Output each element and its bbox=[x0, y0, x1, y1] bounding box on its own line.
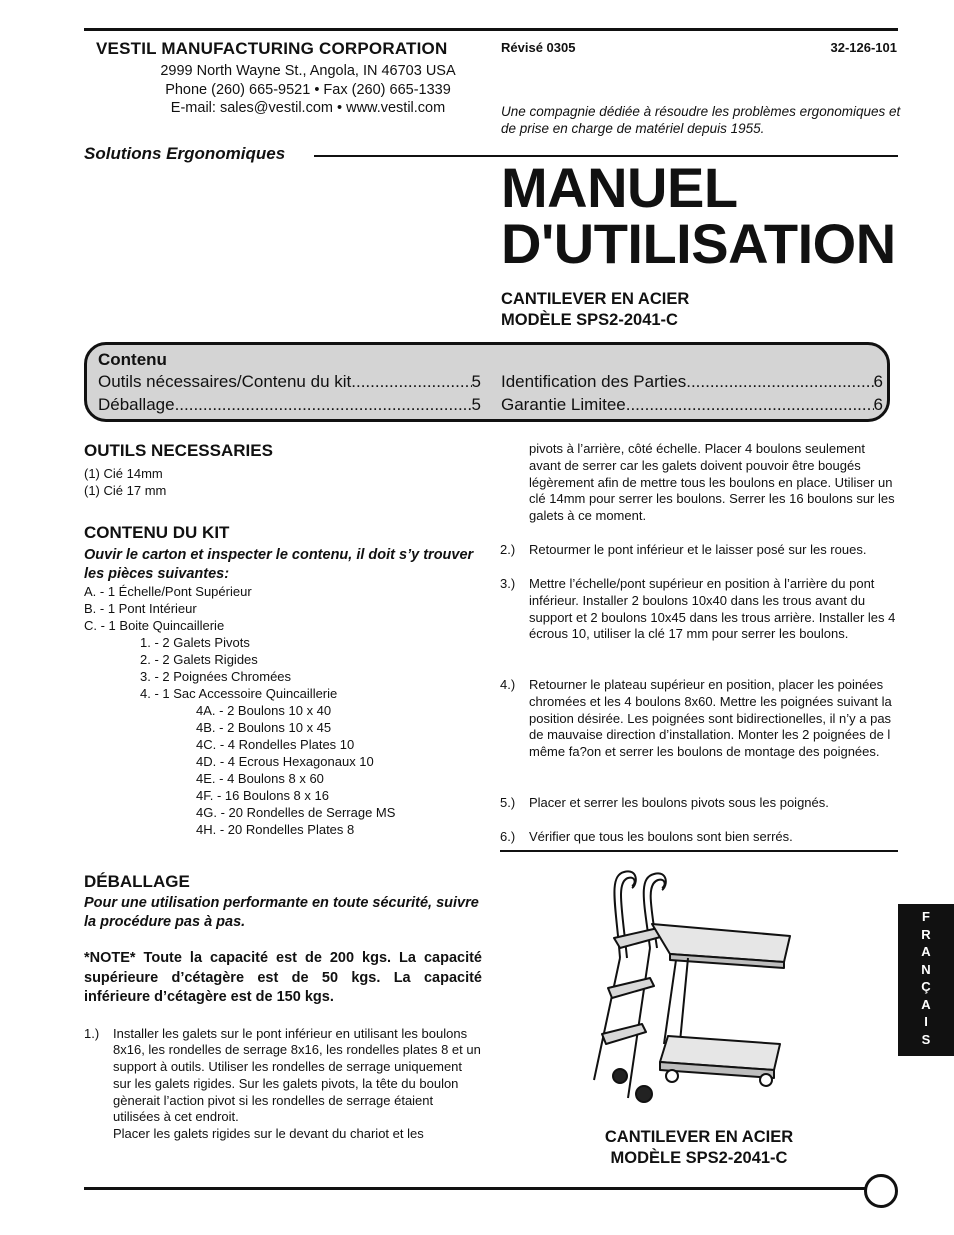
list-item: 3. - 2 Poignées Chromées bbox=[140, 669, 292, 684]
step-number: 6.) bbox=[500, 829, 516, 844]
tools-section bbox=[84, 441, 482, 499]
step-item bbox=[500, 795, 898, 812]
email-line: E-mail: sales@vestil.com • www.vestil.com bbox=[170, 100, 446, 116]
language-tab-letter: R bbox=[921, 926, 931, 942]
step-number: 5.) bbox=[500, 795, 516, 810]
address-line: 2999 North Wayne St., Angola, IN 46703 USA bbox=[160, 63, 456, 79]
toc-item-page: 5 bbox=[471, 395, 481, 414]
capacity-note: *NOTE* Toute la capacité est de 200 kgs. La capacité supérieure d’cétagère est de 50 kgs. La capacité inférieure d’cétagère est de 150 kgs. bbox=[84, 950, 482, 1005]
list-item: 2. - 2 Galets Rigides bbox=[140, 652, 258, 667]
toc-heading: Contenu bbox=[98, 350, 167, 369]
list-item: 4A. - 2 Boulons 10 x 40 bbox=[196, 703, 332, 718]
company-name: VESTIL MANUFACTURING CORPORATION bbox=[96, 39, 448, 58]
cantilever-cart-illustration bbox=[580, 866, 820, 1122]
step-text: Placer et serrer les boulons pivots sous les poignés. bbox=[529, 795, 829, 810]
list-item: C. - 1 Boite Quincaillerie bbox=[84, 618, 225, 633]
step-item bbox=[500, 576, 898, 643]
unpack-intro: Pour une utilisation performante en toute sécurité, suivre la procédure pas à pas. bbox=[84, 895, 479, 930]
revision-label: Révisé 0305 bbox=[501, 40, 576, 55]
section-heading: OUTILS NECESSARIES bbox=[84, 441, 273, 460]
subtitle-line-1: CANTILEVER EN ACIER bbox=[501, 290, 690, 308]
phone-line: Phone (260) 665-9521 • Fax (260) 665-1339 bbox=[165, 81, 451, 98]
kit-intro: Ouvir le carton et inspecter le contenu, il doit s’y trouver les pièces suivantes: bbox=[84, 547, 474, 582]
step-number: 4.) bbox=[500, 677, 516, 692]
toc-item[interactable] bbox=[98, 395, 481, 415]
caption-line-1: CANTILEVER EN ACIER bbox=[604, 1128, 794, 1146]
step-text: Mettre l’échelle/pont supérieur en position à l’arrière du pont inférieur. Installer 2 boulons 10x40 dans les trous avant du support et 2 boulons 10x45 dans les trous arrière. Installer les 4 écrous 10, utiliser la clé 17 mm pour serrer les boulons. bbox=[529, 576, 896, 642]
step-number: 2.) bbox=[500, 542, 516, 557]
page-marker-circle bbox=[864, 1174, 898, 1208]
toc-item-label: Déballage bbox=[98, 395, 175, 414]
section-heading: DÉBALLAGE bbox=[84, 872, 190, 891]
list-item: 4D. - 4 Ecrous Hexagonaux 10 bbox=[196, 754, 374, 769]
unpack-section bbox=[84, 872, 482, 1143]
toc-item[interactable] bbox=[98, 372, 481, 392]
step-item bbox=[500, 829, 898, 846]
figure-caption bbox=[560, 1127, 838, 1169]
toc-item[interactable] bbox=[501, 372, 883, 392]
step-text-continued: Placer les galets rigides sur le devant du chariot et les bbox=[113, 1126, 424, 1142]
solutions-label: Solutions Ergonomiques bbox=[84, 144, 286, 163]
toc-item-label: Garantie Limitee bbox=[501, 395, 626, 414]
bottom-rule bbox=[84, 1187, 866, 1190]
step-number: 3.) bbox=[500, 576, 516, 591]
list-item: 4E. - 4 Boulons 8 x 60 bbox=[196, 771, 324, 786]
toc-item[interactable] bbox=[501, 395, 883, 415]
step-item bbox=[84, 1026, 482, 1144]
step-text: Retourmer le pont inférieur et le laisser posé sur les roues. bbox=[529, 542, 867, 557]
language-tab-letter: A bbox=[921, 996, 931, 1012]
step-continuation: pivots à l’arrière, côté échelle. Placer 4 boulons seulement avant de serrer car les galets doivent pouvoir être bougés légèrement afin de mettre tous les boulons en place. Utiliser un clé 14mm pour serrer les boulons. Serrer les 16 boulons sur les galets à ce moment. bbox=[529, 441, 895, 524]
toc-item-page: 5 bbox=[471, 372, 481, 391]
toc-item-page: 6 bbox=[873, 372, 883, 391]
list-item: 1. - 2 Galets Pivots bbox=[140, 635, 250, 650]
step-text: Vérifier que tous les boulons sont bien serrés. bbox=[529, 829, 793, 844]
language-tab-letter: I bbox=[924, 1014, 928, 1029]
language-tab-letter: S bbox=[921, 1031, 931, 1047]
document-number: 32-126-101 bbox=[830, 40, 897, 55]
model-subtitle bbox=[501, 289, 689, 331]
step-item bbox=[500, 542, 898, 559]
page-title bbox=[501, 156, 896, 275]
list-item: 4H. - 20 Rondelles Plates 8 bbox=[196, 822, 355, 837]
kit-list bbox=[84, 583, 482, 838]
list-item: 4C. - 4 Rondelles Plates 10 bbox=[196, 737, 355, 752]
step-item bbox=[500, 677, 898, 761]
language-tab bbox=[898, 904, 954, 1056]
title-line-1: MANUEL bbox=[501, 156, 738, 219]
company-tagline: Une compagnie dédiée à résoudre les problèmes ergonomiques et de prise en charge de matériel depuis 1955. bbox=[501, 104, 901, 136]
step-text: Retourner le plateau supérieur en position, placer les poinées chromées et les 4 boulons 8x60. Mettre les poignées suivant la position désirée. Les poignées sont bidirectionelles, il n’y a pas de mauvaise direction d’installation. Monter les 2 poignées de l même fa?on et serrer les boulons de montage des poignées. bbox=[529, 677, 892, 760]
toc-item-label: Identification des Parties bbox=[501, 372, 687, 391]
list-item: 4. - 1 Sac Accessoire Quincaillerie bbox=[140, 686, 338, 701]
list-item: A. - 1 Échelle/Pont Supérieur bbox=[84, 584, 252, 599]
list-item: B. - 1 Pont Intérieur bbox=[84, 601, 197, 616]
toc-item-label: Outils nécessaires/Contenu du kit bbox=[98, 372, 352, 391]
step-text: Installer les galets sur le pont inférieur en utilisant les boulons 8x16, les rondelles de serrage 8x16, les rondelles plates 8 et un support à outils. Utiliser les rondelles de serrage uniquement sur les galets rigides. Sur les galets pivots, la tête du boulon gènerait l’action pivot si les rondelles de serrage étaient utilisées à cet endroit. bbox=[113, 1025, 481, 1125]
list-item: 4F. - 16 Boulons 8 x 16 bbox=[196, 788, 329, 803]
language-tab-letter: A bbox=[921, 944, 931, 959]
language-tab-letter: F bbox=[922, 909, 930, 924]
top-rule bbox=[84, 28, 898, 31]
tools-list bbox=[84, 465, 482, 499]
kit-section bbox=[84, 523, 482, 838]
list-item: 4G. - 20 Rondelles de Serrage MS bbox=[196, 805, 396, 820]
step-number: 1.) bbox=[84, 1025, 100, 1041]
company-address bbox=[84, 62, 532, 118]
list-item: 4B. - 2 Boulons 10 x 45 bbox=[196, 720, 332, 735]
list-item: (1) Cié 17 mm bbox=[84, 483, 167, 498]
subtitle-line-2: MODÈLE SPS2-2041-C bbox=[501, 311, 678, 329]
title-line-2: D'UTILISATION bbox=[501, 212, 896, 275]
caption-line-2: MODÈLE SPS2-2041-C bbox=[610, 1149, 788, 1167]
section-divider bbox=[500, 850, 898, 852]
section-heading: CONTENU DU KIT bbox=[84, 523, 230, 542]
language-tab-letter: Ç bbox=[921, 979, 931, 994]
toc-item-page: 6 bbox=[873, 395, 883, 414]
list-item: (1) Cié 14mm bbox=[84, 466, 163, 481]
language-tab-letter: N bbox=[921, 961, 931, 977]
